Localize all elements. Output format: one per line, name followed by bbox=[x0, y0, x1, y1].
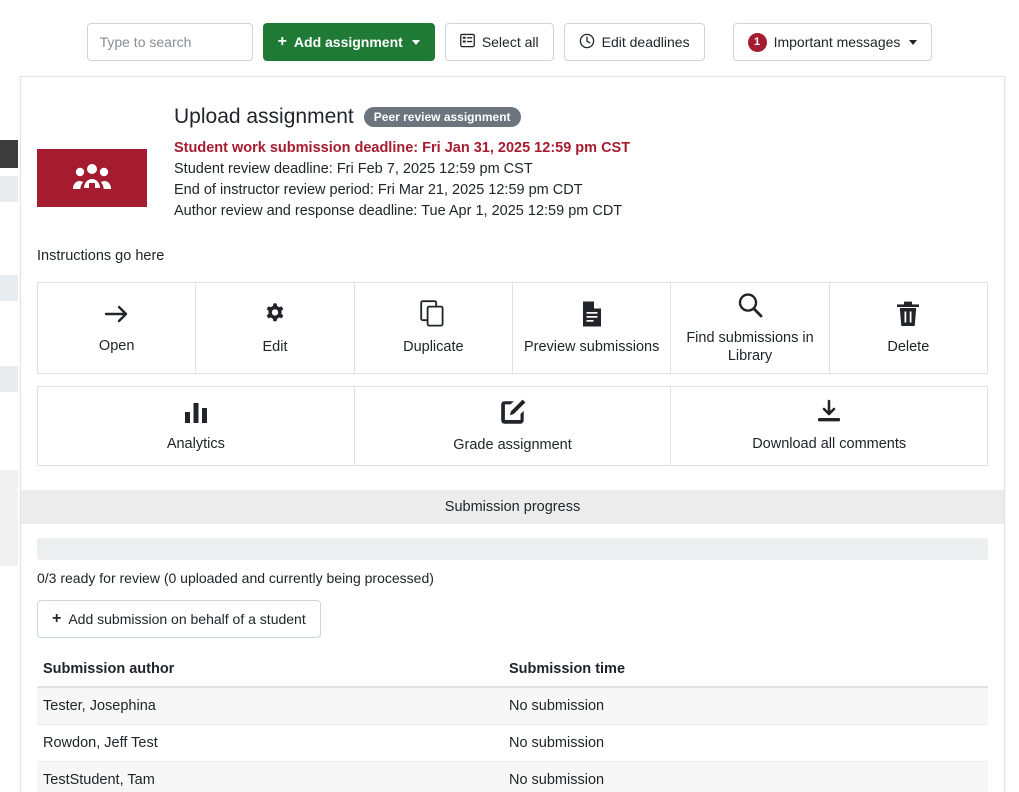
plus-icon: + bbox=[52, 610, 62, 627]
delete-label: Delete bbox=[887, 339, 930, 355]
assignment-details bbox=[174, 105, 988, 222]
important-messages-label: Important messages bbox=[773, 34, 901, 50]
analytics-label: Analytics bbox=[166, 436, 225, 452]
search-input[interactable] bbox=[87, 23, 253, 61]
deadline-student-review: Student review deadline: Fri Feb 7, 2025 12:59 pm CST bbox=[174, 161, 533, 177]
assignment-thumbnail bbox=[37, 149, 147, 207]
duplicate-label: Duplicate bbox=[403, 339, 464, 355]
cell-time: No submission bbox=[503, 762, 988, 792]
deadline-instructor-review-end: End of instructor review period: Fri Mar 21, 2025 12:59 pm CDT bbox=[174, 182, 583, 198]
submissions-table-body bbox=[37, 687, 988, 792]
edit-deadlines-label: Edit deadlines bbox=[601, 34, 690, 50]
edit-button[interactable] bbox=[196, 283, 354, 373]
pencil-square-icon bbox=[499, 398, 527, 429]
assignment-card bbox=[20, 76, 1005, 792]
secondary-action-row bbox=[37, 386, 988, 466]
edit-deadlines-button[interactable] bbox=[564, 23, 705, 61]
assignment-header bbox=[21, 77, 1004, 222]
select-all-button[interactable] bbox=[445, 23, 554, 61]
important-messages-count: 1 bbox=[748, 33, 767, 52]
search-icon bbox=[736, 291, 764, 322]
deadline-author-review-response: Author review and response deadline: Tue Apr 1, 2025 12:59 pm CDT bbox=[174, 203, 623, 219]
add-assignment-label: Add assignment bbox=[293, 34, 403, 50]
grade-assignment-button[interactable] bbox=[355, 387, 672, 465]
submissions-table-head bbox=[37, 654, 988, 687]
background-panel-stub-4 bbox=[0, 366, 18, 392]
trash-icon bbox=[895, 300, 921, 331]
cell-time: No submission bbox=[503, 687, 988, 725]
select-all-label: Select all bbox=[481, 34, 539, 50]
cell-author: TestStudent, Tam bbox=[37, 762, 503, 792]
download-icon bbox=[814, 399, 844, 428]
download-all-comments-button[interactable] bbox=[671, 387, 987, 465]
clock-icon bbox=[579, 33, 595, 52]
group-people-icon bbox=[72, 162, 112, 195]
chevron-down-icon bbox=[412, 40, 420, 45]
download-all-comments-label: Download all comments bbox=[752, 436, 907, 452]
arrow-right-icon bbox=[103, 301, 131, 330]
bar-chart-icon bbox=[183, 399, 209, 428]
submission-progress-header: Submission progress bbox=[21, 490, 1004, 524]
assignment-type-badge: Peer review assignment bbox=[364, 107, 521, 127]
preview-submissions-label: Preview submissions bbox=[523, 339, 660, 355]
background-panel-stub-2 bbox=[0, 176, 18, 202]
background-panel-stub-3 bbox=[0, 275, 18, 301]
table-row[interactable] bbox=[37, 725, 988, 762]
checklist-icon bbox=[460, 33, 475, 51]
add-submission-on-behalf-button[interactable] bbox=[37, 600, 321, 638]
cell-author: Tester, Josephina bbox=[37, 687, 503, 725]
gear-icon bbox=[261, 300, 289, 331]
assignment-title-row bbox=[174, 105, 988, 129]
grade-assignment-label: Grade assignment bbox=[453, 437, 572, 453]
cell-author: Rowdon, Jeff Test bbox=[37, 725, 503, 762]
column-header-time: Submission time bbox=[503, 654, 988, 687]
deadline-student-submission: Student work submission deadline: Fri Jan 31, 2025 12:59 pm CST bbox=[174, 140, 631, 156]
cell-time: No submission bbox=[503, 725, 988, 762]
duplicate-button[interactable] bbox=[355, 283, 513, 373]
table-row[interactable] bbox=[37, 762, 988, 792]
analytics-button[interactable] bbox=[38, 387, 355, 465]
top-toolbar bbox=[0, 23, 1019, 61]
primary-action-row bbox=[37, 282, 988, 374]
table-row[interactable] bbox=[37, 687, 988, 725]
important-messages-button[interactable] bbox=[733, 23, 933, 61]
assignment-instructions: Instructions go here bbox=[37, 248, 165, 264]
chevron-down-icon bbox=[909, 40, 917, 45]
find-submissions-label: Find submissions in Library bbox=[686, 330, 814, 364]
column-header-author: Submission author bbox=[37, 654, 503, 687]
page-title: Upload assignment bbox=[174, 105, 354, 128]
add-assignment-button[interactable] bbox=[263, 23, 435, 61]
background-panel-stub-1 bbox=[0, 140, 18, 168]
delete-button[interactable] bbox=[830, 283, 987, 373]
open-button[interactable] bbox=[38, 283, 196, 373]
submission-progress-bar bbox=[37, 538, 988, 560]
open-label: Open bbox=[98, 338, 135, 354]
table-header-row bbox=[37, 654, 988, 687]
edit-label: Edit bbox=[262, 339, 288, 355]
plus-icon: + bbox=[277, 33, 287, 50]
add-submission-label: Add submission on behalf of a student bbox=[68, 611, 306, 627]
document-icon bbox=[579, 300, 605, 331]
copy-icon bbox=[420, 300, 446, 331]
submission-progress-status: 0/3 ready for review (0 uploaded and currently being processed) bbox=[37, 570, 434, 586]
submissions-table bbox=[37, 654, 988, 792]
preview-submissions-button[interactable] bbox=[513, 283, 671, 373]
find-submissions-button[interactable] bbox=[671, 283, 829, 373]
background-panel-stub-5 bbox=[0, 470, 18, 566]
